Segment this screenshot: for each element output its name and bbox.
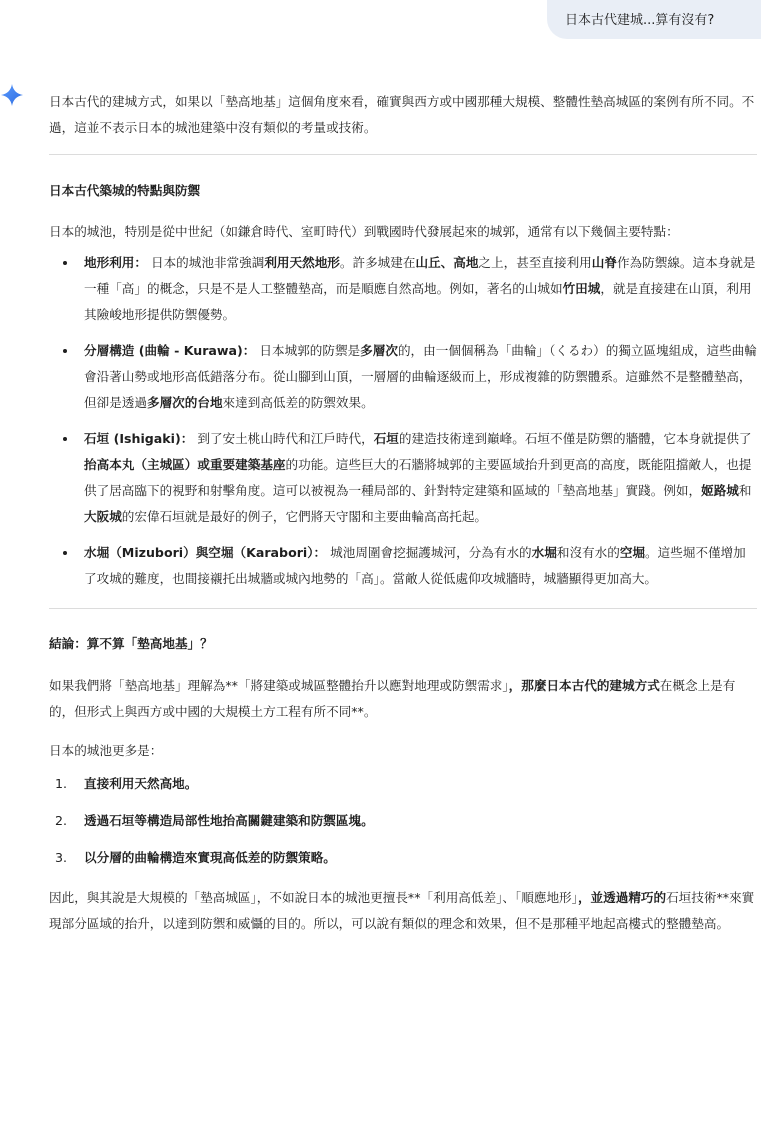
response-body — [49, 89, 757, 937]
user-prompt-text: 日本古代建城...算有沒有? — [565, 13, 715, 28]
bold-text: 山脊 — [591, 255, 617, 270]
text-run: 城池周圍會挖掘護城河，分為有水的 — [326, 545, 532, 560]
summary-lead: 日本的城池更多是： — [49, 743, 163, 758]
text-run: 來達到高低差的防禦效果。 — [222, 395, 374, 410]
bold-text: 姬路城 — [701, 483, 739, 498]
text-run: 。許多城建在 — [339, 255, 416, 270]
text-run: 在概念上是有的，但形式上與西方或中國的大規模土方工程有所不同**。 — [49, 678, 736, 719]
bold-text: 石垣 (Ishigaki)： — [84, 431, 194, 446]
text-run: 的，由一個個稱為「曲輪」（くるわ）的獨立區塊組成，這些曲輪會沿著山勢或地形高低錯落分布。從山腳到山頂，一層層的曲輪逐級而上，形成複雜的防禦體系。這雖然不是整體墊高，但卻是透過 — [84, 343, 757, 410]
text-run: 日本的城池非常強調 — [146, 255, 265, 270]
list-item: 2. 透過石垣等構造局部性地抬高關鍵建築和防禦區塊。 — [55, 813, 374, 828]
text-run: 和 — [738, 483, 752, 498]
section-lead-paragraph: 日本的城池，特別是從中世紀（如鎌倉時代、室町時代）到戰國時代發展起來的城郭，通常有以下幾個主要特點： — [49, 224, 679, 239]
bold-text: 空堀 — [619, 545, 645, 560]
text-run: 如果我們將「墊高地基」理解為**「將建築或城區整體抬升以應對地理或防禦需求」 — [49, 678, 509, 693]
list-item: 1. 直接利用天然高地。 — [55, 776, 198, 791]
text-run: ，就是直接建在山頂，利用其險峻地形提供防禦優勢。 — [84, 281, 752, 322]
text-run: 日本城郭的防禦是 — [255, 343, 361, 358]
bold-text: 石垣 — [373, 431, 399, 446]
list-item-text: 以分層的曲輪構造來實現高低差的防禦策略。 — [84, 850, 336, 865]
text-run: 的建造技術達到巔峰。石垣不僅是防禦的牆體，它本身就提供了 — [398, 431, 752, 446]
bold-text: 山丘、高地 — [415, 255, 479, 270]
section-heading-features: 日本古代築城的特點與防禦 — [49, 183, 201, 198]
text-run: 。這些堀不僅增加了攻城的難度，也間接襯托出城牆或城內地勢的「高」。當敵人從低處仰攻城牆時，城牆顯得更加高大。 — [84, 545, 746, 586]
feature-list — [49, 250, 757, 592]
bold-text: 分層構造 (曲輪 - Kurawa)： — [84, 343, 256, 358]
list-item-text: 透過石垣等構造局部性地抬高關鍵建築和防禦區塊。 — [84, 813, 374, 828]
list-item — [49, 426, 757, 530]
bold-text: ，並透過精巧的 — [577, 890, 667, 905]
text-run: 和沒有水的 — [556, 545, 620, 560]
bold-text: 水堀（Mizubori）與空堀（Karabori）： — [84, 545, 327, 560]
bold-text: ，那麼日本古代的建城方式 — [508, 678, 660, 693]
bold-text: 大阪城 — [84, 509, 122, 524]
numbered-list — [49, 771, 757, 871]
bold-text: 地形利用： — [84, 255, 147, 270]
bold-text: 水堀 — [531, 545, 557, 560]
text-run: 到了安土桃山時代和江戶時代， — [193, 431, 374, 446]
text-run: 的宏偉石垣就是最好的例子，它們將天守閣和主要曲輪高高托起。 — [121, 509, 487, 524]
section-heading-conclusion: 結論：算不算「墊高地基」？ — [49, 636, 213, 651]
intro-paragraph: 日本古代的建城方式，如果以「墊高地基」這個角度來看，確實與西方或中國那種大規模、整體性墊高城區的案例有所不同。不過，這並不表示日本的城池建築中沒有類似的考量或技術。 — [49, 94, 755, 135]
bold-text: 多層次的台地 — [146, 395, 223, 410]
text-run: 石垣技術**來實現部分區域的抬升，以達到防禦和威懾的目的。所以，可以說有類似的理念和效果，但不是那種平地起高樓式的整體墊高。 — [49, 890, 755, 931]
text-run: 的功能。這些巨大的石牆將城郭的主要區域抬升到更高的高度，既能阻擋敵人，也提供了居高臨下的視野和射擊角度。這可以被視為一種局部的、針對特定建築和區域的「墊高地基」實踐。例如， — [84, 457, 752, 498]
list-item — [49, 250, 757, 328]
final-paragraph — [49, 885, 757, 937]
bold-text: 多層次 — [360, 343, 398, 358]
text-run: 作為防禦線。這本身就是一種「高」的概念，只是不是人工整體墊高，而是順應自然高地。例如，著名的山城如 — [84, 255, 756, 296]
gemini-sparkle-icon — [0, 83, 24, 107]
list-item-text: 直接利用天然高地。 — [84, 776, 198, 791]
bold-text: 利用天然地形 — [264, 255, 340, 270]
text-run: 因此，與其說是大規模的「墊高城區」，不如說日本的城池更擅長**「利用高低差」、「順應地形」 — [49, 890, 578, 905]
bold-text: 竹田城 — [562, 281, 601, 296]
list-item — [49, 540, 757, 592]
conclusion-paragraph — [49, 673, 757, 725]
text-run: 之上，甚至直接利用 — [478, 255, 592, 270]
bold-text: 抬高本丸（主城區）或重要建築基座 — [84, 457, 286, 472]
list-item: 3. 以分層的曲輪構造來實現高低差的防禦策略。 — [55, 850, 336, 865]
list-item — [49, 338, 757, 416]
user-prompt-bubble — [547, 0, 761, 39]
